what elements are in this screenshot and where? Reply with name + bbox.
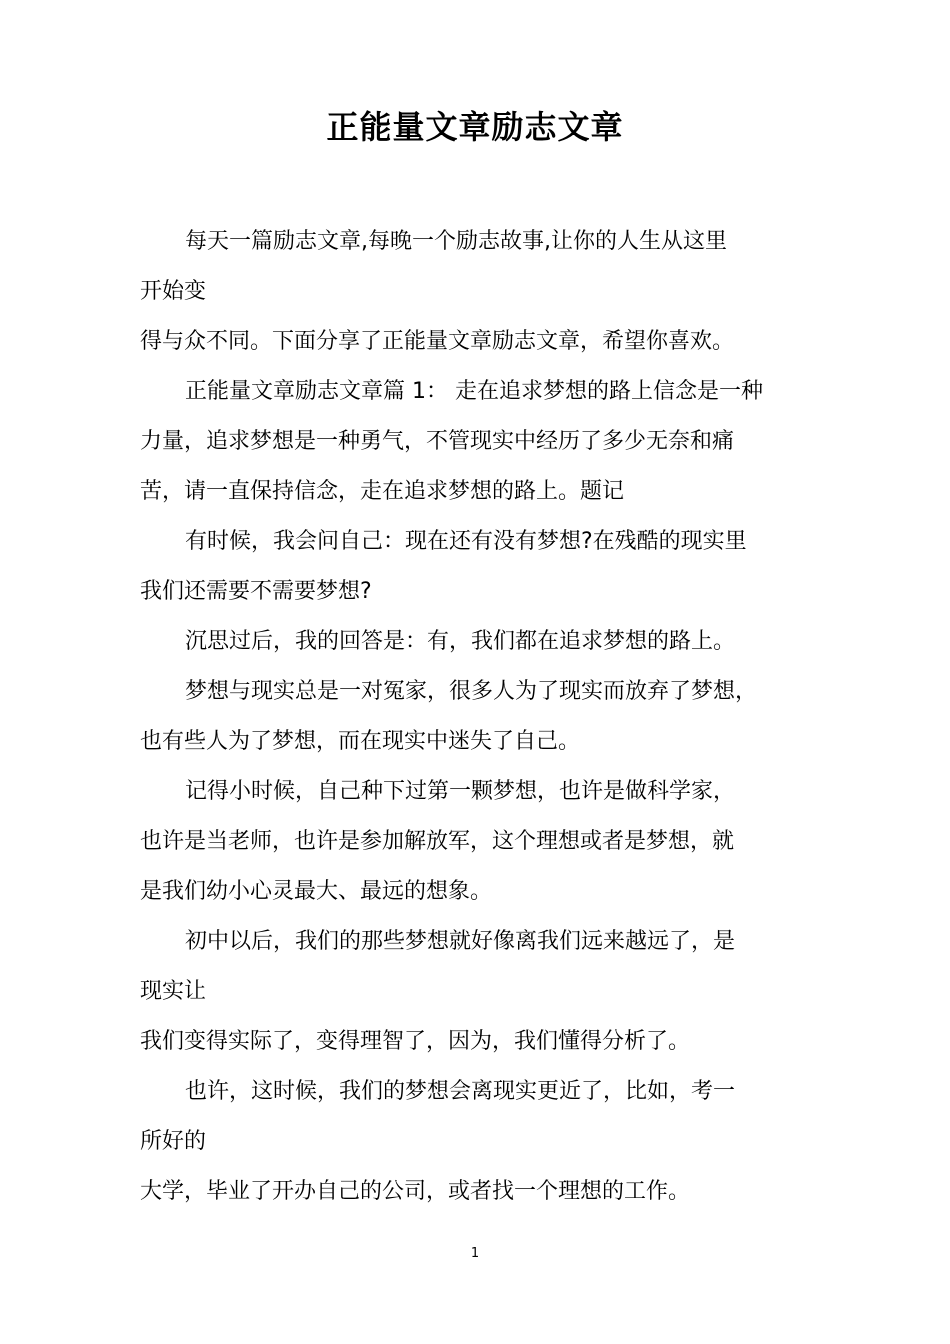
text-line: 得与众不同。下面分享了正能量文章励志文章，希望你喜欢。 <box>140 329 735 354</box>
text-line: 我们还需要不需要梦想? <box>140 579 372 604</box>
text-line: 苦，请一直保持信念，走在追求梦想的路上。题记 <box>140 479 625 504</box>
text-line: 我们变得实际了，变得理智了，因为，我们懂得分析了。 <box>140 1029 691 1054</box>
text-line: 记得小时候，自己种下过第一颗梦想，也许是做科学家， <box>185 779 736 804</box>
document-title: 正能量文章励志文章 <box>326 108 624 146</box>
text-line: 也许是当老师，也许是参加解放军，这个理想或者是梦想，就 <box>140 829 735 854</box>
text-line: 每天一篇励志文章,每晚一个励志故事,让你的人生从这里 <box>185 229 727 254</box>
text-line: 大学，毕业了开办自己的公司，或者找一个理想的工作。 <box>140 1179 691 1204</box>
text-line: 也有些人为了梦想，而在现实中迷失了自己。 <box>140 729 581 754</box>
text-line: 沉思过后，我的回答是：有，我们都在追求梦想的路上。 <box>185 629 736 654</box>
text-line: 正能量文章励志文章篇 1： 走在追求梦想的路上信念是一种 <box>185 379 763 404</box>
text-line: 开始变 <box>140 279 207 304</box>
text-line: 力量，追求梦想是一种勇气，不管现实中经历了多少无奈和痛 <box>140 429 735 454</box>
text-line: 所好的 <box>140 1129 207 1154</box>
text-line: 有时候，我会问自己：现在还有没有梦想?在残酷的现实里 <box>185 529 747 554</box>
text-line: 是我们幼小心灵最大、最远的想象。 <box>140 879 493 904</box>
text-line: 梦想与现实总是一对冤家，很多人为了现实而放弃了梦想， <box>185 679 758 704</box>
text-line: 初中以后，我们的那些梦想就好像离我们远来越远了，是 <box>185 929 736 954</box>
text-line: 也许，这时候，我们的梦想会离现实更近了，比如，考一 <box>185 1079 736 1104</box>
page-number: 1 <box>470 1246 480 1261</box>
text-line: 现实让 <box>140 979 207 1004</box>
